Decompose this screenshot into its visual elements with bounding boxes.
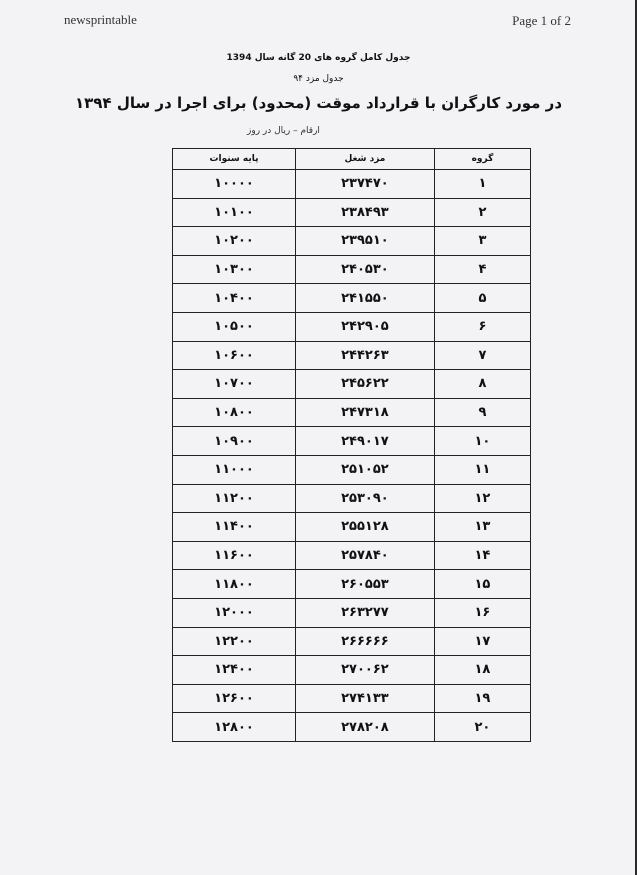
cell-group: ۲ bbox=[434, 198, 530, 227]
cell-group: ۱۸ bbox=[434, 656, 530, 685]
cell-job-wage: ۲۷۰۰۶۲ bbox=[295, 656, 434, 685]
print-source-label: newsprintable bbox=[64, 12, 137, 27]
cell-base-seniority: ۱۰۸۰۰ bbox=[173, 398, 296, 427]
table-row bbox=[173, 684, 531, 713]
cell-base-seniority: ۱۰۶۰۰ bbox=[173, 341, 296, 370]
cell-job-wage: ۲۳۸۴۹۳ bbox=[295, 198, 434, 227]
cell-group: ۵ bbox=[434, 284, 530, 313]
cell-job-wage: ۲۴۲۹۰۵ bbox=[295, 312, 434, 341]
table-row bbox=[173, 398, 531, 427]
cell-job-wage: ۲۷۸۲۰۸ bbox=[295, 713, 434, 742]
header-base-seniority: پایه سنوات bbox=[173, 149, 296, 170]
cell-job-wage: ۲۶۰۵۵۳ bbox=[295, 570, 434, 599]
cell-job-wage: ۲۵۷۸۴۰ bbox=[295, 541, 434, 570]
table-row bbox=[173, 627, 531, 656]
cell-job-wage: ۲۵۳۰۹۰ bbox=[295, 484, 434, 513]
cell-base-seniority: ۱۱۶۰۰ bbox=[173, 541, 296, 570]
header-job-wage: مزد شغل bbox=[295, 149, 434, 170]
table-row bbox=[173, 312, 531, 341]
header-group: گروه bbox=[434, 149, 530, 170]
cell-base-seniority: ۱۱۸۰۰ bbox=[173, 570, 296, 599]
cell-group: ۹ bbox=[434, 398, 530, 427]
cell-job-wage: ۲۳۹۵۱۰ bbox=[295, 227, 434, 256]
cell-group: ۸ bbox=[434, 370, 530, 399]
table-row bbox=[173, 284, 531, 313]
cell-base-seniority: ۱۰۴۰۰ bbox=[173, 284, 296, 313]
cell-job-wage: ۲۶۶۶۶۶ bbox=[295, 627, 434, 656]
cell-base-seniority: ۱۲۲۰۰ bbox=[173, 627, 296, 656]
document-subtitle-secondary: جدول مزد ۹۴ bbox=[293, 74, 344, 84]
cell-job-wage: ۲۵۵۱۲۸ bbox=[295, 513, 434, 542]
page-number: Page 1 of 2 bbox=[512, 13, 571, 28]
table-row bbox=[173, 198, 531, 227]
document-title: در مورد کارگران با قرارداد موقت (محدود) برای اجرا در سال ۱۳۹۴ bbox=[74, 94, 563, 112]
cell-group: ۱۴ bbox=[434, 541, 530, 570]
cell-base-seniority: ۱۰۵۰۰ bbox=[173, 312, 296, 341]
cell-group: ۱۲ bbox=[434, 484, 530, 513]
cell-base-seniority: ۱۰۲۰۰ bbox=[173, 227, 296, 256]
cell-base-seniority: ۱۰۹۰۰ bbox=[173, 427, 296, 456]
cell-base-seniority: ۱۰۷۰۰ bbox=[173, 370, 296, 399]
table-body bbox=[173, 170, 531, 742]
cell-group: ۱۰ bbox=[434, 427, 530, 456]
cell-base-seniority: ۱۰۳۰۰ bbox=[173, 255, 296, 284]
cell-job-wage: ۲۷۴۱۳۳ bbox=[295, 684, 434, 713]
cell-base-seniority: ۱۱۴۰۰ bbox=[173, 513, 296, 542]
cell-base-seniority: ۱۰۱۰۰ bbox=[173, 198, 296, 227]
document-subtitle: جدول کامل گروه های 20 گانه سال 1394 bbox=[226, 53, 411, 63]
wage-table bbox=[172, 148, 531, 742]
table-row bbox=[173, 598, 531, 627]
cell-base-seniority: ۱۱۰۰۰ bbox=[173, 455, 296, 484]
cell-base-seniority: ۱۲۸۰۰ bbox=[173, 713, 296, 742]
table-row bbox=[173, 513, 531, 542]
table-header-row bbox=[173, 149, 531, 170]
table-row bbox=[173, 713, 531, 742]
cell-job-wage: ۲۴۹۰۱۷ bbox=[295, 427, 434, 456]
cell-group: ۱ bbox=[434, 170, 530, 199]
table-row bbox=[173, 227, 531, 256]
cell-base-seniority: ۱۱۲۰۰ bbox=[173, 484, 296, 513]
table-row bbox=[173, 341, 531, 370]
table-row bbox=[173, 570, 531, 599]
cell-job-wage: ۲۵۱۰۵۲ bbox=[295, 455, 434, 484]
cell-group: ۱۱ bbox=[434, 455, 530, 484]
cell-base-seniority: ۱۲۶۰۰ bbox=[173, 684, 296, 713]
cell-group: ۱۷ bbox=[434, 627, 530, 656]
cell-job-wage: ۲۴۵۶۲۲ bbox=[295, 370, 434, 399]
cell-base-seniority: ۱۰۰۰۰ bbox=[173, 170, 296, 199]
cell-job-wage: ۲۳۷۴۷۰ bbox=[295, 170, 434, 199]
cell-group: ۱۶ bbox=[434, 598, 530, 627]
table-row bbox=[173, 370, 531, 399]
cell-base-seniority: ۱۲۴۰۰ bbox=[173, 656, 296, 685]
unit-note: ارقام – ریال در روز bbox=[247, 126, 320, 136]
table-row bbox=[173, 427, 531, 456]
cell-group: ۶ bbox=[434, 312, 530, 341]
cell-job-wage: ۲۴۰۵۳۰ bbox=[295, 255, 434, 284]
cell-group: ۱۵ bbox=[434, 570, 530, 599]
cell-job-wage: ۲۴۴۲۶۳ bbox=[295, 341, 434, 370]
table-row bbox=[173, 484, 531, 513]
table-row bbox=[173, 541, 531, 570]
table-row bbox=[173, 656, 531, 685]
table-row bbox=[173, 255, 531, 284]
cell-group: ۷ bbox=[434, 341, 530, 370]
cell-group: ۱۳ bbox=[434, 513, 530, 542]
cell-group: ۳ bbox=[434, 227, 530, 256]
table-row bbox=[173, 170, 531, 199]
cell-job-wage: ۲۴۱۵۵۰ bbox=[295, 284, 434, 313]
cell-base-seniority: ۱۲۰۰۰ bbox=[173, 598, 296, 627]
table-row bbox=[173, 455, 531, 484]
cell-group: ۴ bbox=[434, 255, 530, 284]
cell-job-wage: ۲۴۷۳۱۸ bbox=[295, 398, 434, 427]
cell-group: ۱۹ bbox=[434, 684, 530, 713]
cell-job-wage: ۲۶۳۲۷۷ bbox=[295, 598, 434, 627]
cell-group: ۲۰ bbox=[434, 713, 530, 742]
